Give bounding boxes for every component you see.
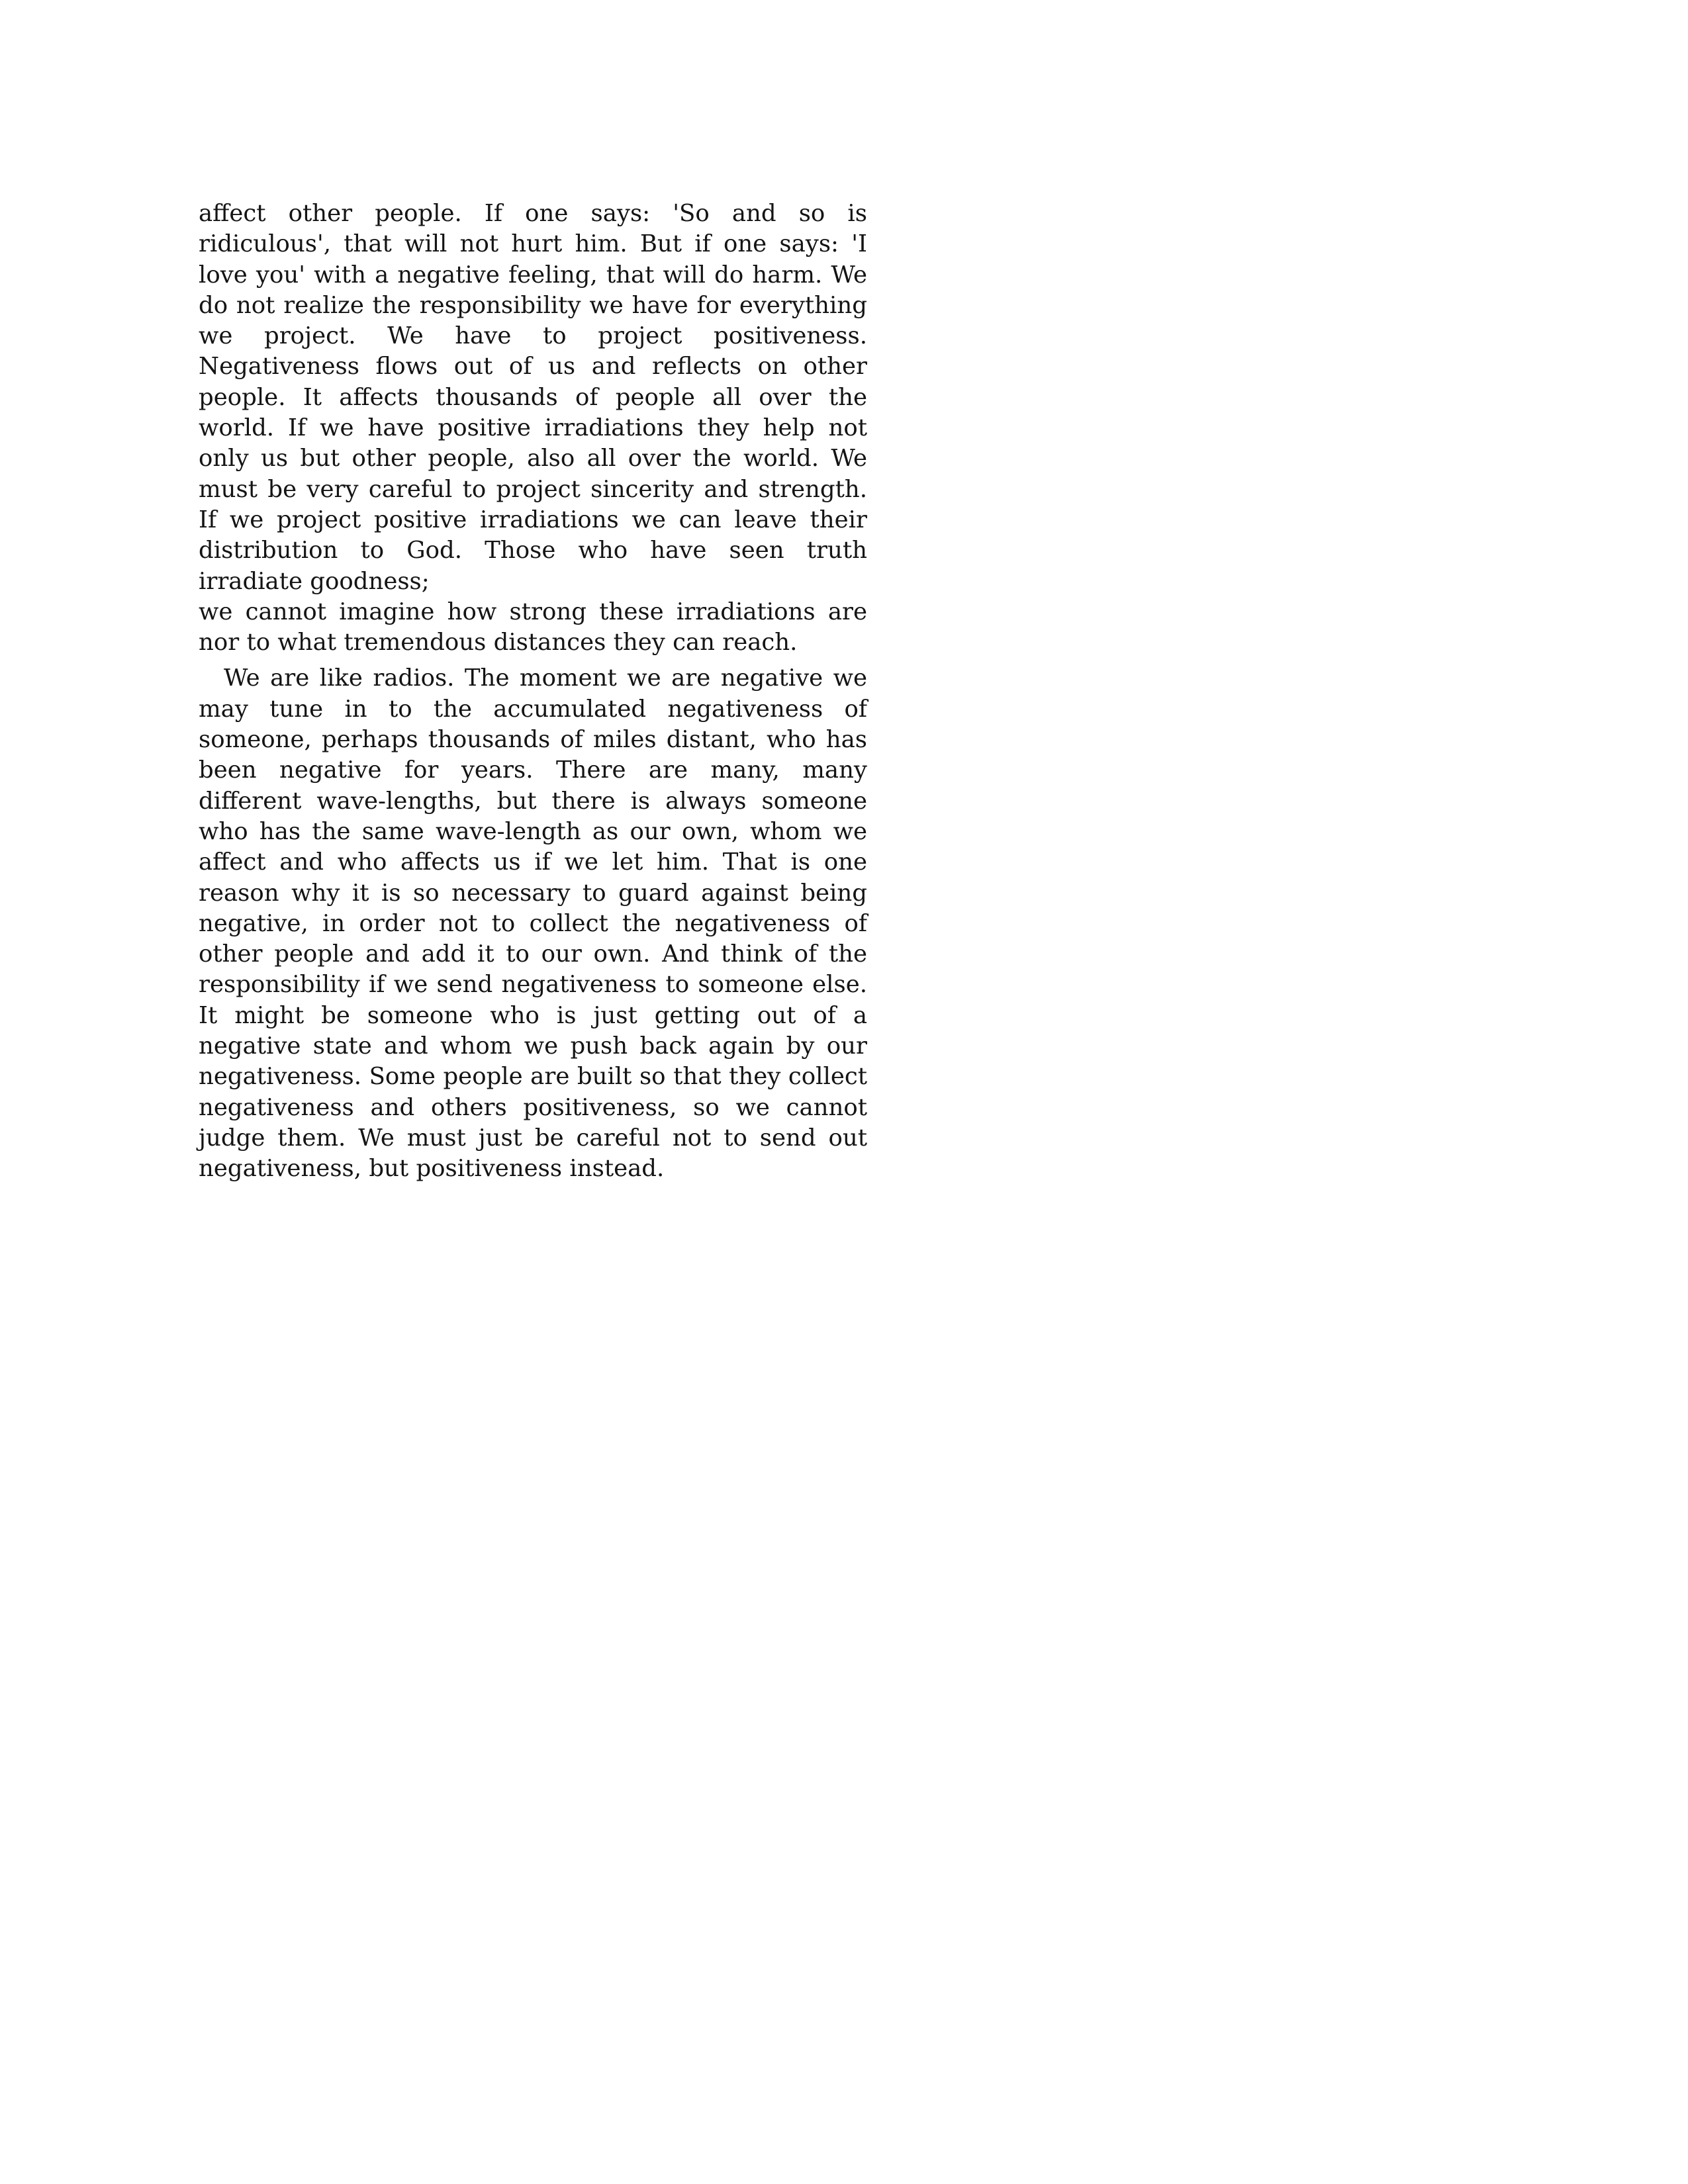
paragraph-3: We are like radios. The moment we are negative we may tune in to the accumulated negativeness of someone, perhaps thousands of miles distant, who has been negative for years. There are many, many different wave-lengths, but there is always someone who has the same wave-length as our own, whom we affect and who affects us if we let him. That is one reason why it is so necessary to guard against being negative, in order not to collect the negativeness of other people and add it to our own. And think of the responsibility if we send negativeness to someone else. It might be someone who is just getting out of a negative state and whom we push back again by our negativeness. Some people are built so that they collect negativeness and others positiveness, so we cannot judge them. We must just be careful not to send out negativeness, but positiveness instead. bbox=[199, 664, 867, 1183]
paragraph-2: we cannot imagine how strong these irradiations are nor to what tremendous distances they can reach. bbox=[199, 598, 867, 657]
paragraph-1: affect other people. If one says: 'So and so is ridiculous', that will not hurt him. But if one says: 'I love you' with a negative feeling, that will do harm. We do not realize the responsibility we have for everything we project. We have to project positiveness. Negativeness flows out of us and reflects on other people. It affects thousands of people all over the world. If we have positive irradiations they help not only us but other people, also all over the world. We must be very careful to project sincerity and strength. If we project positive irradiations we can leave their distribution to God. Those who have seen truth irradiate goodness; bbox=[199, 200, 867, 595]
body-text bbox=[199, 199, 867, 1185]
